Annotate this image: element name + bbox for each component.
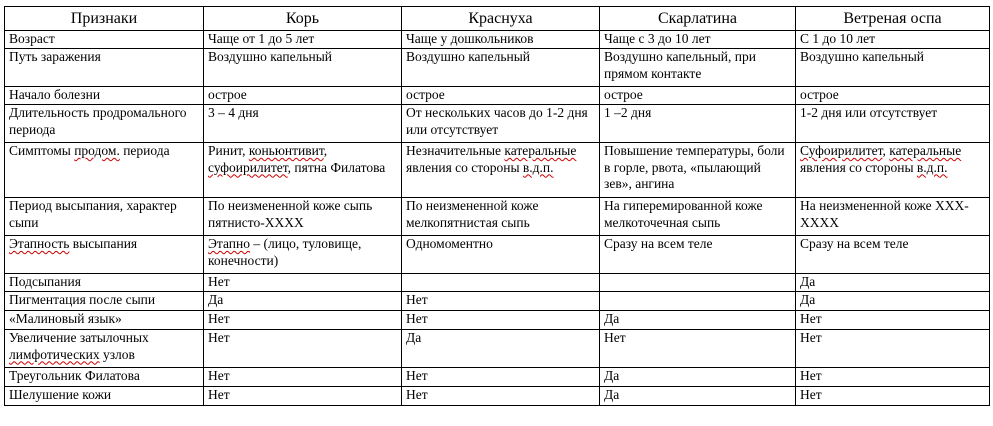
- cell-feature: Пигментация после сыпи: [5, 292, 204, 311]
- cell-chickenpox: Сразу на всем теле: [796, 236, 990, 274]
- cell-rubella: По неизмененной коже мелкопятнистая сыпь: [402, 198, 600, 236]
- cell-text: явления со стороны: [406, 159, 523, 175]
- cell-text: периода: [119, 143, 170, 158]
- cell-text: Незначительные: [406, 143, 505, 158]
- cell-feature: Возраст: [5, 31, 204, 49]
- cell-text: в.д.п.: [522, 159, 554, 175]
- table-row: [5, 387, 990, 406]
- cell-measles: Нет: [204, 368, 402, 387]
- cell-rubella: Нет: [402, 311, 600, 330]
- table-row: [5, 274, 990, 292]
- cell-chickenpox: Нет: [796, 368, 990, 387]
- cell-text: суфоирилитет: [208, 159, 288, 175]
- cell-text: Суфоирилитет: [800, 143, 883, 158]
- cell-chickenpox: Да: [796, 292, 990, 311]
- cell-feature: «Малиновый язык»: [5, 311, 204, 330]
- cell-text: Симптомы: [9, 143, 75, 158]
- cell-scarlet-fever: На гиперемированной коже мелкоточечная сыпь: [600, 198, 796, 236]
- cell-chickenpox: Нет: [796, 387, 990, 406]
- cell-scarlet-fever: Да: [600, 311, 796, 330]
- table-row: [5, 292, 990, 311]
- cell-rubella: От нескольких часов до 1-2 дня или отсутствует: [402, 105, 600, 143]
- table-row: [5, 143, 990, 198]
- cell-rubella: Нет: [402, 292, 600, 311]
- cell-scarlet-fever: Да: [600, 387, 796, 406]
- cell-feature: Период высыпания, характер сыпи: [5, 198, 204, 236]
- cell-measles: Нет: [204, 387, 402, 406]
- cell-chickenpox: Воздушно капельный: [796, 49, 990, 87]
- cell-rubella: Чаще у дошкольников: [402, 31, 600, 49]
- header-measles: Корь: [204, 7, 402, 31]
- cell-text: ,: [323, 143, 328, 158]
- cell-measles: [204, 143, 402, 198]
- header-rubella: Краснуха: [402, 7, 600, 31]
- table-row: [5, 330, 990, 368]
- cell-chickenpox: 1-2 дня или отсутствует: [796, 105, 990, 143]
- cell-text: высыпания: [69, 236, 138, 251]
- cell-feature: Длительность продромального периода: [5, 105, 204, 143]
- cell-scarlet-fever: Да: [600, 368, 796, 387]
- cell-text: Этапно: [208, 236, 250, 251]
- cell-chickenpox: [796, 143, 990, 198]
- cell-text: , пятна Филатова: [287, 159, 386, 175]
- cell-text: Этапность: [9, 236, 70, 251]
- cell-feature: Начало болезни: [5, 87, 204, 105]
- cell-text: коньюнтивит: [248, 143, 324, 158]
- cell-measles: Чаще от 1 до 5 лет: [204, 31, 402, 49]
- cell-text: Увеличение затылочных: [9, 330, 149, 345]
- cell-measles: острое: [204, 87, 402, 105]
- cell-measles: Нет: [204, 274, 402, 292]
- disease-comparison-table: [4, 6, 990, 406]
- cell-measles: По неизмененной коже сыпь пятнисто-XXXX: [204, 198, 402, 236]
- table-row: [5, 87, 990, 105]
- cell-text: лимфотических: [9, 346, 100, 362]
- header-row: [5, 7, 990, 31]
- cell-scarlet-fever: Повышение температуры, боли в горле, рвота, «пылающий зев», ангина: [600, 143, 796, 198]
- cell-text: в.д.п.: [916, 159, 948, 175]
- cell-text: Ринит,: [208, 143, 249, 158]
- cell-rubella: острое: [402, 87, 600, 105]
- cell-chickenpox: Нет: [796, 311, 990, 330]
- header-chickenpox: Ветреная оспа: [796, 7, 990, 31]
- cell-text: узлов: [99, 346, 135, 362]
- cell-scarlet-fever: [600, 292, 796, 311]
- cell-measles: Воздушно капельный: [204, 49, 402, 87]
- cell-chickenpox: На неизмененной коже XXX-XXXX: [796, 198, 990, 236]
- cell-scarlet-fever: [600, 274, 796, 292]
- cell-feature: Треугольник Филатова: [5, 368, 204, 387]
- table-row: [5, 198, 990, 236]
- cell-feature: Шелушение кожи: [5, 387, 204, 406]
- cell-scarlet-fever: Чаще с 3 до 10 лет: [600, 31, 796, 49]
- cell-feature: [5, 143, 204, 198]
- cell-text: – (лицо, туловище, конечности): [208, 236, 362, 268]
- cell-rubella: Да: [402, 330, 600, 368]
- cell-scarlet-fever: 1 –2 дня: [600, 105, 796, 143]
- cell-rubella: Нет: [402, 368, 600, 387]
- table-row: [5, 236, 990, 274]
- table-row: [5, 368, 990, 387]
- header-scarlet-fever: Скарлатина: [600, 7, 796, 31]
- cell-measles: Да: [204, 292, 402, 311]
- cell-chickenpox: С 1 до 10 лет: [796, 31, 990, 49]
- cell-text: явления со стороны: [800, 159, 917, 175]
- cell-chickenpox: Да: [796, 274, 990, 292]
- cell-rubella: [402, 143, 600, 198]
- cell-scarlet-fever: острое: [600, 87, 796, 105]
- cell-measles: [204, 236, 402, 274]
- cell-measles: Нет: [204, 330, 402, 368]
- cell-chickenpox: острое: [796, 87, 990, 105]
- cell-chickenpox: Нет: [796, 330, 990, 368]
- table-row: [5, 31, 990, 49]
- cell-text: катеральные: [889, 143, 962, 158]
- cell-feature: [5, 330, 204, 368]
- cell-feature: Путь заражения: [5, 49, 204, 87]
- cell-text: продом.: [74, 143, 120, 158]
- cell-measles: 3 – 4 дня: [204, 105, 402, 143]
- table-row: [5, 311, 990, 330]
- cell-rubella: Нет: [402, 387, 600, 406]
- cell-rubella: [402, 274, 600, 292]
- cell-rubella: Воздушно капельный: [402, 49, 600, 87]
- header-features: Признаки: [5, 7, 204, 31]
- table-row: [5, 105, 990, 143]
- cell-text: ,: [882, 143, 890, 158]
- cell-rubella: Одномоментно: [402, 236, 600, 274]
- cell-scarlet-fever: Сразу на всем теле: [600, 236, 796, 274]
- cell-measles: Нет: [204, 311, 402, 330]
- cell-feature: Подсыпания: [5, 274, 204, 292]
- cell-scarlet-fever: Воздушно капельный, при прямом контакте: [600, 49, 796, 87]
- cell-text: катеральные: [504, 143, 577, 158]
- table-row: [5, 49, 990, 87]
- cell-scarlet-fever: Нет: [600, 330, 796, 368]
- cell-feature: [5, 236, 204, 274]
